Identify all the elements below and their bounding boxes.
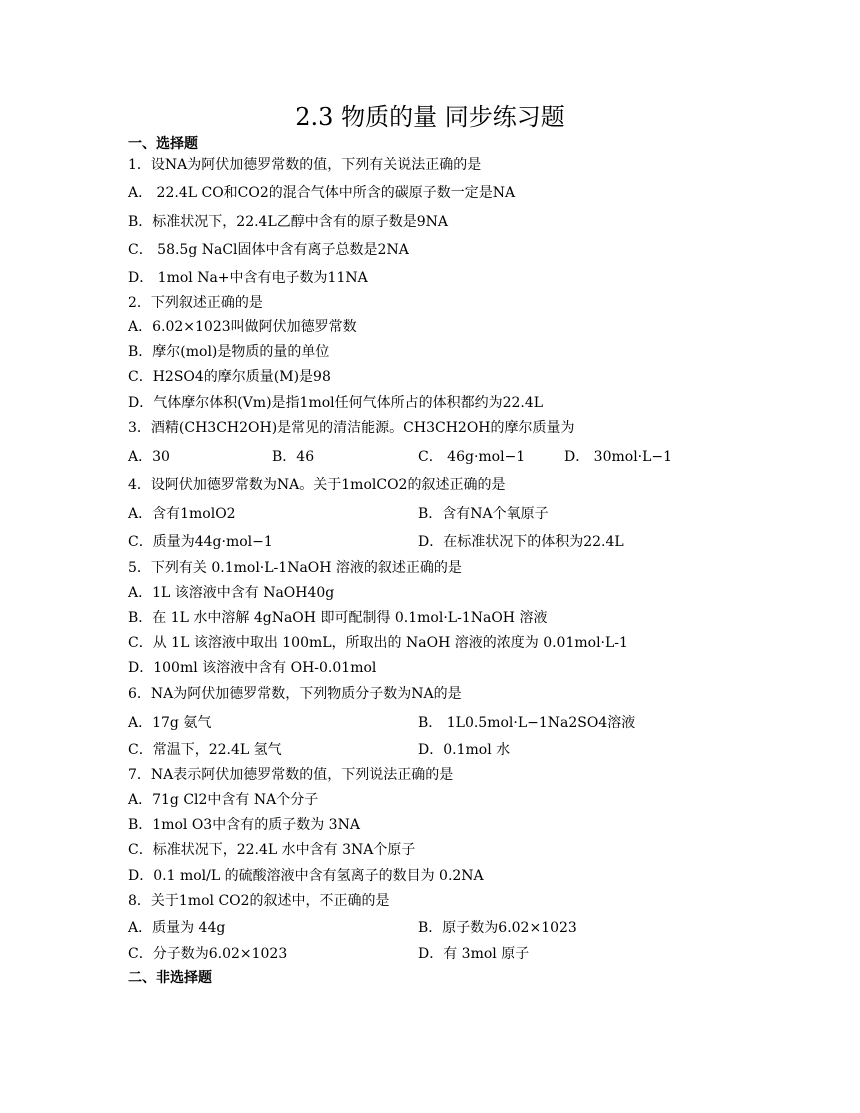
q8-option-d: D．有 3mol 原子: [418, 946, 530, 962]
q1-option-d: D． 1mol Na+中含有电子数为11NA: [128, 270, 368, 286]
q3-option-d: D． 30mol·L−1: [564, 449, 673, 465]
q1-option-c: C． 58.5g NaCl固体中含有离子总数是2NA: [128, 242, 409, 258]
q8-option-b: B．原子数为6.02×1023: [418, 920, 577, 936]
q5-option-c: C．从 1L 该溶液中取出 100mL，所取出的 NaOH 溶液的浓度为 0.01mol·L-1: [128, 635, 628, 651]
q2-option-c: C．H2SO4的摩尔质量(M)是98: [128, 369, 331, 385]
q1-option-b: B．标准状况下，22.4L乙醇中含有的原子数是9NA: [128, 214, 449, 230]
section-heading-non-choice: 二、非选择题: [128, 970, 212, 986]
q4-option-b: B．含有NA个氧原子: [418, 506, 549, 522]
q4-option-a: A．含有1molO2: [128, 506, 236, 522]
q7-option-a: A．71g Cl2中含有 NA个分子: [128, 792, 319, 808]
q2-option-d: D．气体摩尔体积(Vm)是指1mol任何气体所占的体积都约为22.4L: [128, 395, 544, 411]
q7-option-c: C．标准状况下，22.4L 水中含有 3NA个原子: [128, 842, 416, 858]
q7-stem: 7．NA表示阿伏加德罗常数的值，下列说法正确的是: [128, 767, 454, 783]
q4-stem: 4．设阿伏加德罗常数为NA。关于1molCO2的叙述正确的是: [128, 477, 506, 493]
q1-option-a: A． 22.4L CO和CO2的混合气体中所含的碳原子数一定是NA: [128, 185, 516, 201]
q8-option-a: A．质量为 44g: [128, 920, 226, 936]
q5-option-b: B．在 1L 水中溶解 4gNaOH 即可配制得 0.1mol·L-1NaOH 溶液: [128, 610, 548, 626]
q3-option-b: B．46: [272, 449, 315, 465]
q2-option-b: B．摩尔(mol)是物质的量的单位: [128, 344, 330, 360]
q5-option-d: D．100ml 该溶液中含有 OH-0.01mol: [128, 660, 377, 676]
q8-stem: 8．关于1mol CO2的叙述中，不正确的是: [128, 893, 390, 909]
q6-option-a: A．17g 氨气: [128, 715, 212, 731]
q8-option-c: C．分子数为6.02×1023: [128, 946, 288, 962]
q1-stem: 1．设NA为阿伏加德罗常数的值，下列有关说法正确的是: [128, 157, 482, 173]
q6-stem: 6．NA为阿伏加德罗常数，下列物质分子数为NA的是: [128, 686, 462, 702]
q6-option-d: D．0.1mol 水: [418, 742, 511, 758]
q5-stem: 5．下列有关 0.1mol·L-1NaOH 溶液的叙述正确的是: [128, 560, 462, 576]
section-heading-choice: 一、选择题: [128, 136, 198, 152]
q6-option-b: B． 1L0.5mol·L−1Na2SO4溶液: [418, 715, 636, 731]
q4-option-c: C．质量为44g·mol−1: [128, 534, 273, 550]
q2-option-a: A．6.02×1023叫做阿伏加德罗常数: [128, 319, 357, 335]
q3-option-c: C． 46g·mol−1: [418, 449, 526, 465]
page-title: 2.3 物质的量 同步练习题: [295, 103, 565, 131]
q4-option-d: D．在标准状况下的体积为22.4L: [418, 534, 624, 550]
q3-stem: 3．酒精(CH3CH2OH)是常见的清洁能源。CH3CH2OH的摩尔质量为: [128, 420, 575, 436]
q5-option-a: A．1L 该溶液中含有 NaOH40g: [128, 585, 335, 601]
q7-option-d: D．0.1 mol/L 的硫酸溶液中含有氢离子的数目为 0.2NA: [128, 868, 484, 884]
q2-stem: 2．下列叙述正确的是: [128, 295, 263, 311]
q3-option-a: A．30: [128, 449, 170, 465]
q6-option-c: C．常温下，22.4L 氢气: [128, 742, 282, 758]
q7-option-b: B．1mol O3中含有的质子数为 3NA: [128, 817, 360, 833]
